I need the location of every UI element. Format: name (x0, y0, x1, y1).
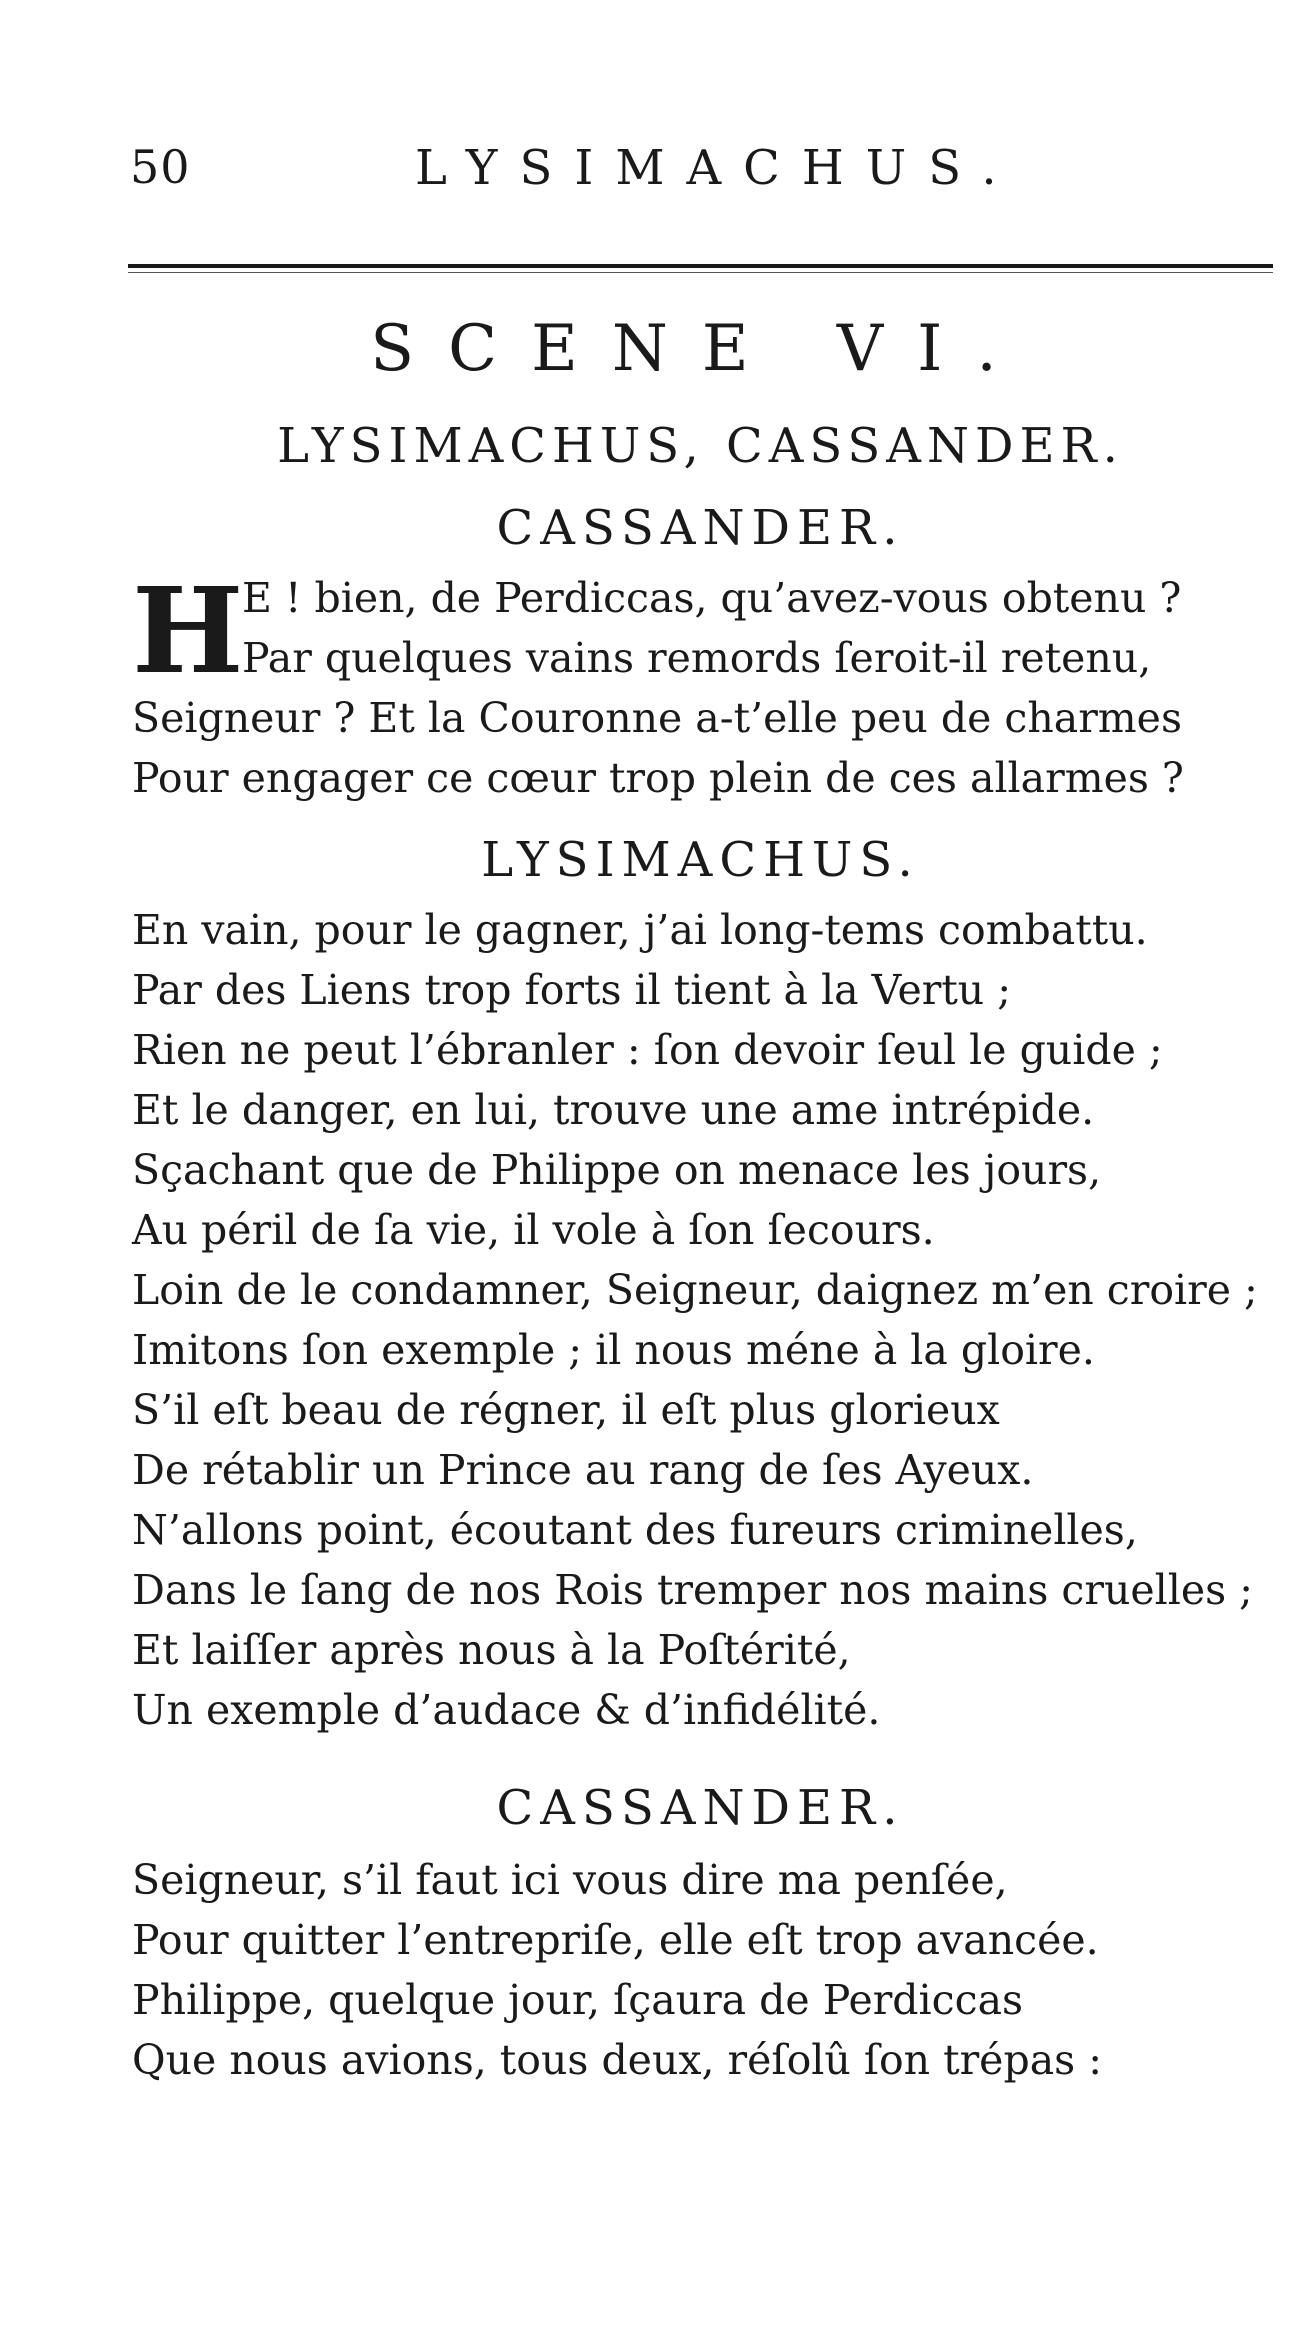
verse-line: N’allons point, écoutant des fureurs criminelles, (132, 1506, 1138, 1554)
verse-line: Par quelques vains remords ſeroit-il retenu, (242, 634, 1152, 682)
header-rule-thin (128, 272, 1273, 273)
verse-line: E ! bien, de Perdiccas, qu’avez-vous obtenu ? (242, 574, 1182, 622)
verse-line: Rien ne peut l’ébranler : ſon devoir ſeul le guide ; (132, 1026, 1163, 1074)
speech-block (132, 900, 1272, 1740)
verse-line: En vain, pour le gagner, j’ai long-tems combattu. (132, 906, 1148, 954)
speaker-heading: CASSANDER. (496, 500, 905, 556)
verse-line: Pour quitter l’entrepriſe, elle eſt trop avancée. (132, 1916, 1099, 1964)
verse-line: Au péril de ſa vie, il vole à ſon ſecours. (132, 1206, 935, 1254)
verse-line: Seigneur, s’il faut ici vous dire ma penſée, (132, 1856, 1008, 1904)
drop-cap: H (132, 561, 244, 700)
verse-line: Sçachant que de Philippe on menace les jours, (132, 1146, 1102, 1194)
header-rule (128, 264, 1273, 268)
verse-line: Imitons ſon exemple ; il nous méne à la gloire. (132, 1326, 1095, 1374)
verse-line: Dans le ſang de nos Rois tremper nos mains cruelles ; (132, 1566, 1253, 1614)
verse-line: Loin de le condamner, Seigneur, daignez m’en croire ; (132, 1266, 1258, 1314)
verse-line: De rétablir un Prince au rang de ſes Ayeux. (132, 1446, 1034, 1494)
verse-line: Philippe, quelque jour, ſçaura de Perdiccas (132, 1976, 1024, 2024)
scene-cast: LYSIMACHUS, CASSANDER. (277, 418, 1124, 474)
page-number: 50 (130, 140, 191, 194)
verse-line: Seigneur ? Et la Couronne a-t’elle peu de charmes (132, 694, 1182, 742)
speech-block (132, 561, 1272, 808)
verse-line: S’il eſt beau de régner, il eſt plus glorieux (132, 1386, 1000, 1434)
verse-line: Et le danger, en lui, trouve une ame intrépide. (132, 1086, 1095, 1134)
verse-line: Que nous avions, tous deux, réſolû ſon trépas : (132, 2036, 1103, 2084)
verse-line: Par des Liens trop forts il tient à la Vertu ; (132, 966, 1012, 1014)
scene-title: SCENE VI. (370, 312, 1031, 386)
verse-line: Pour engager ce cœur trop plein de ces allarmes ? (132, 754, 1184, 802)
page-header (125, 140, 1275, 210)
speaker-heading: CASSANDER. (496, 1780, 905, 1836)
verse-line: Et laiſſer après nous à la Poſtérité, (132, 1626, 851, 1674)
speech-block (132, 1850, 1272, 2090)
verse-line: Un exemple d’audace & d’infidélité. (132, 1686, 881, 1734)
running-title: LYSIMACHUS. (415, 140, 1019, 196)
speaker-heading: LYSIMACHUS. (481, 832, 920, 888)
